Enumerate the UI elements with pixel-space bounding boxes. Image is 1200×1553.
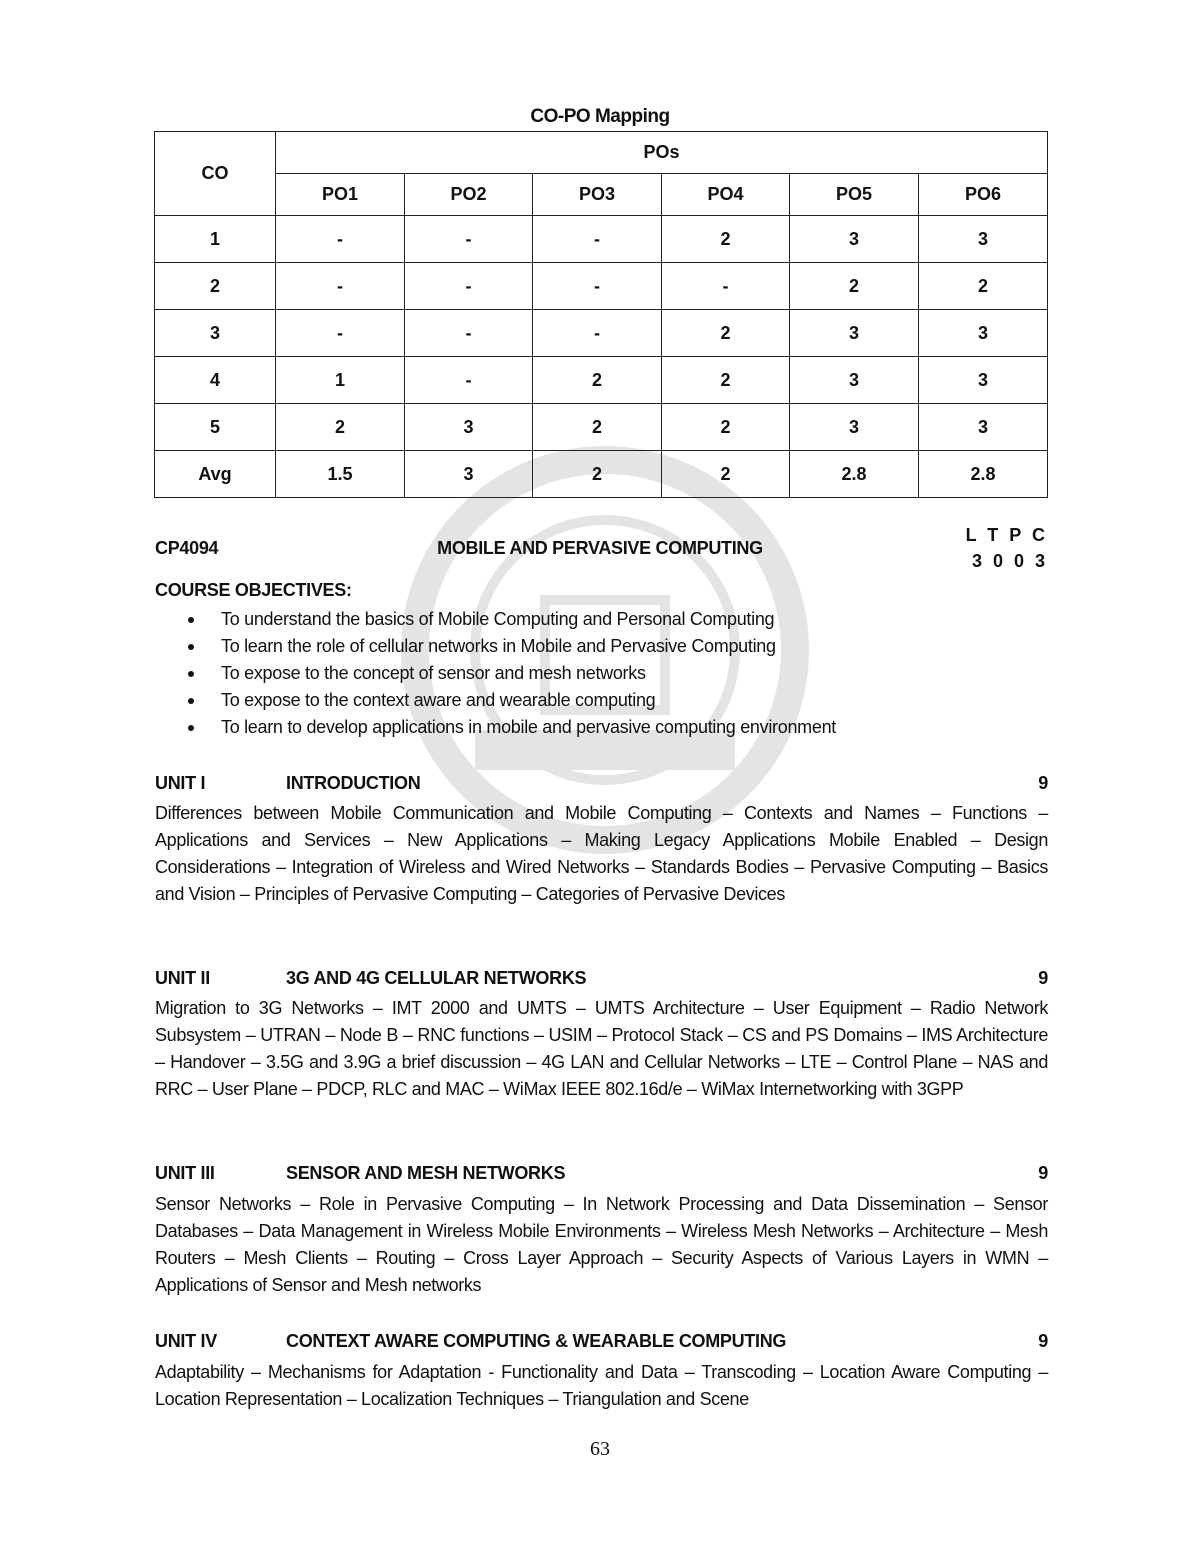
ltpc-values: 3 0 0 3	[971, 551, 1048, 571]
value-cell: -	[533, 310, 662, 357]
value-cell: 2	[533, 451, 662, 498]
unit-content: Adaptability – Mechanisms for Adaptation - Functionality and Data – Transcoding – Location Aware Computing – Location Representation – Localization Techniques – Triangulation and Scene	[155, 1362, 1048, 1409]
co-po-mapping-table	[154, 131, 1048, 498]
po-column-header: PO3	[533, 174, 662, 216]
value-cell: 3	[919, 404, 1048, 451]
value-cell: 3	[919, 310, 1048, 357]
po-column-header: PO4	[662, 174, 790, 216]
value-cell: 1.5	[276, 451, 405, 498]
value-cell: 3	[919, 357, 1048, 404]
value-cell: 2	[662, 404, 790, 451]
table-row	[155, 310, 1048, 357]
course-objectives-heading: COURSE OBJECTIVES:	[155, 580, 352, 600]
po-column-header: PO2	[405, 174, 533, 216]
unit-heading	[155, 1163, 1048, 1187]
list-item: To understand the basics of Mobile Computing and Personal Computing	[155, 606, 836, 633]
unit-hours: 9	[1038, 1163, 1048, 1183]
pos-header-cell: POs	[276, 132, 1048, 174]
value-cell: -	[276, 216, 405, 263]
co-cell: Avg	[155, 451, 276, 498]
list-item: To learn to develop applications in mobile and pervasive computing environment	[155, 714, 836, 741]
value-cell: 3	[790, 404, 919, 451]
unit-hours: 9	[1038, 1331, 1048, 1351]
co-cell: 5	[155, 404, 276, 451]
course-code: CP4094	[155, 538, 219, 558]
unit-heading	[155, 1331, 1048, 1355]
unit-number: UNIT II	[155, 968, 210, 988]
co-header-cell: CO	[155, 132, 276, 216]
value-cell: -	[405, 310, 533, 357]
course-objectives-list	[155, 606, 836, 741]
value-cell: 2	[919, 263, 1048, 310]
table-row	[155, 404, 1048, 451]
unit-content: Differences between Mobile Communication and Mobile Computing – Contexts and Names – Functions – Applications and Services – New Applications – Making Legacy Applications Mobile Enabled – Design Considerations – Integration of Wireless and Wired Networks – Standards Bodies – Pervasive Computing – Basics and Vision – Principles of Pervasive Computing – Categories of Pervasive Devices	[155, 803, 1048, 904]
value-cell: 2.8	[790, 451, 919, 498]
value-cell: 3	[790, 357, 919, 404]
course-title: MOBILE AND PERVASIVE COMPUTING	[437, 538, 763, 558]
value-cell: 2	[533, 357, 662, 404]
unit-hours: 9	[1038, 968, 1048, 988]
value-cell: 2	[276, 404, 405, 451]
value-cell: 2	[533, 404, 662, 451]
value-cell: 2	[662, 216, 790, 263]
co-po-mapping-title: CO-PO Mapping	[530, 106, 670, 127]
average-row	[155, 451, 1048, 498]
unit-content: Sensor Networks – Role in Pervasive Computing – In Network Processing and Data Dissemination – Sensor Databases – Data Management in Wireless Mobile Environments – Wireless Mesh Networks – Architecture – Mesh Routers – Mesh Clients – Routing – Cross Layer Approach – Security Aspects of Various Layers in WMN – Applications of Sensor and Mesh networks	[155, 1194, 1048, 1295]
unit-number: UNIT IV	[155, 1331, 217, 1351]
unit-number: UNIT I	[155, 773, 206, 793]
po-column-header: PO5	[790, 174, 919, 216]
ltpc-labels: L T P C	[965, 525, 1048, 545]
list-item: To expose to the context aware and wearable computing	[155, 687, 836, 714]
value-cell: -	[405, 263, 533, 310]
value-cell: 3	[919, 216, 1048, 263]
co-cell: 1	[155, 216, 276, 263]
table-row	[155, 357, 1048, 404]
value-cell: -	[533, 216, 662, 263]
unit-title: 3G AND 4G CELLULAR NETWORKS	[286, 968, 587, 988]
unit-heading	[155, 773, 1048, 797]
value-cell: 1	[276, 357, 405, 404]
unit-title: INTRODUCTION	[286, 773, 421, 793]
value-cell: -	[276, 310, 405, 357]
value-cell: -	[405, 216, 533, 263]
po-column-header: PO1	[276, 174, 405, 216]
value-cell: 3	[790, 216, 919, 263]
list-item: To learn the role of cellular networks in Mobile and Pervasive Computing	[155, 633, 836, 660]
unit-hours: 9	[1038, 773, 1048, 793]
po-column-header: PO6	[919, 174, 1048, 216]
value-cell: 2	[790, 263, 919, 310]
unit-content: Migration to 3G Networks – IMT 2000 and UMTS – UMTS Architecture – User Equipment – Radio Network Subsystem – UTRAN – Node B – RNC functions – USIM – Protocol Stack – CS and PS Domains – IMS Architecture – Handover – 3.5G and 3.9G a brief discussion – 4G LAN and Cellular Networks – LTE – Control Plane – NAS and RRC – User Plane – PDCP, RLC and MAC – WiMax IEEE 802.16d/e – WiMax Internetworking with 3GPP	[155, 998, 1048, 1099]
unit-heading	[155, 968, 1048, 992]
value-cell: 2	[662, 310, 790, 357]
page-number: 63	[590, 1438, 610, 1460]
value-cell: 2	[662, 357, 790, 404]
value-cell: 3	[790, 310, 919, 357]
table-row	[155, 263, 1048, 310]
value-cell: -	[405, 357, 533, 404]
list-item: To expose to the concept of sensor and mesh networks	[155, 660, 836, 687]
unit-number: UNIT III	[155, 1163, 215, 1183]
value-cell: -	[533, 263, 662, 310]
table-row	[155, 216, 1048, 263]
value-cell: 2	[662, 451, 790, 498]
co-cell: 3	[155, 310, 276, 357]
value-cell: 3	[405, 451, 533, 498]
co-cell: 4	[155, 357, 276, 404]
value-cell: 3	[405, 404, 533, 451]
value-cell: -	[276, 263, 405, 310]
unit-title: CONTEXT AWARE COMPUTING & WEARABLE COMPUTING	[286, 1331, 787, 1351]
unit-title: SENSOR AND MESH NETWORKS	[286, 1163, 566, 1183]
value-cell: 2.8	[919, 451, 1048, 498]
po-columns-row	[155, 174, 1048, 216]
co-cell: 2	[155, 263, 276, 310]
value-cell: -	[662, 263, 790, 310]
